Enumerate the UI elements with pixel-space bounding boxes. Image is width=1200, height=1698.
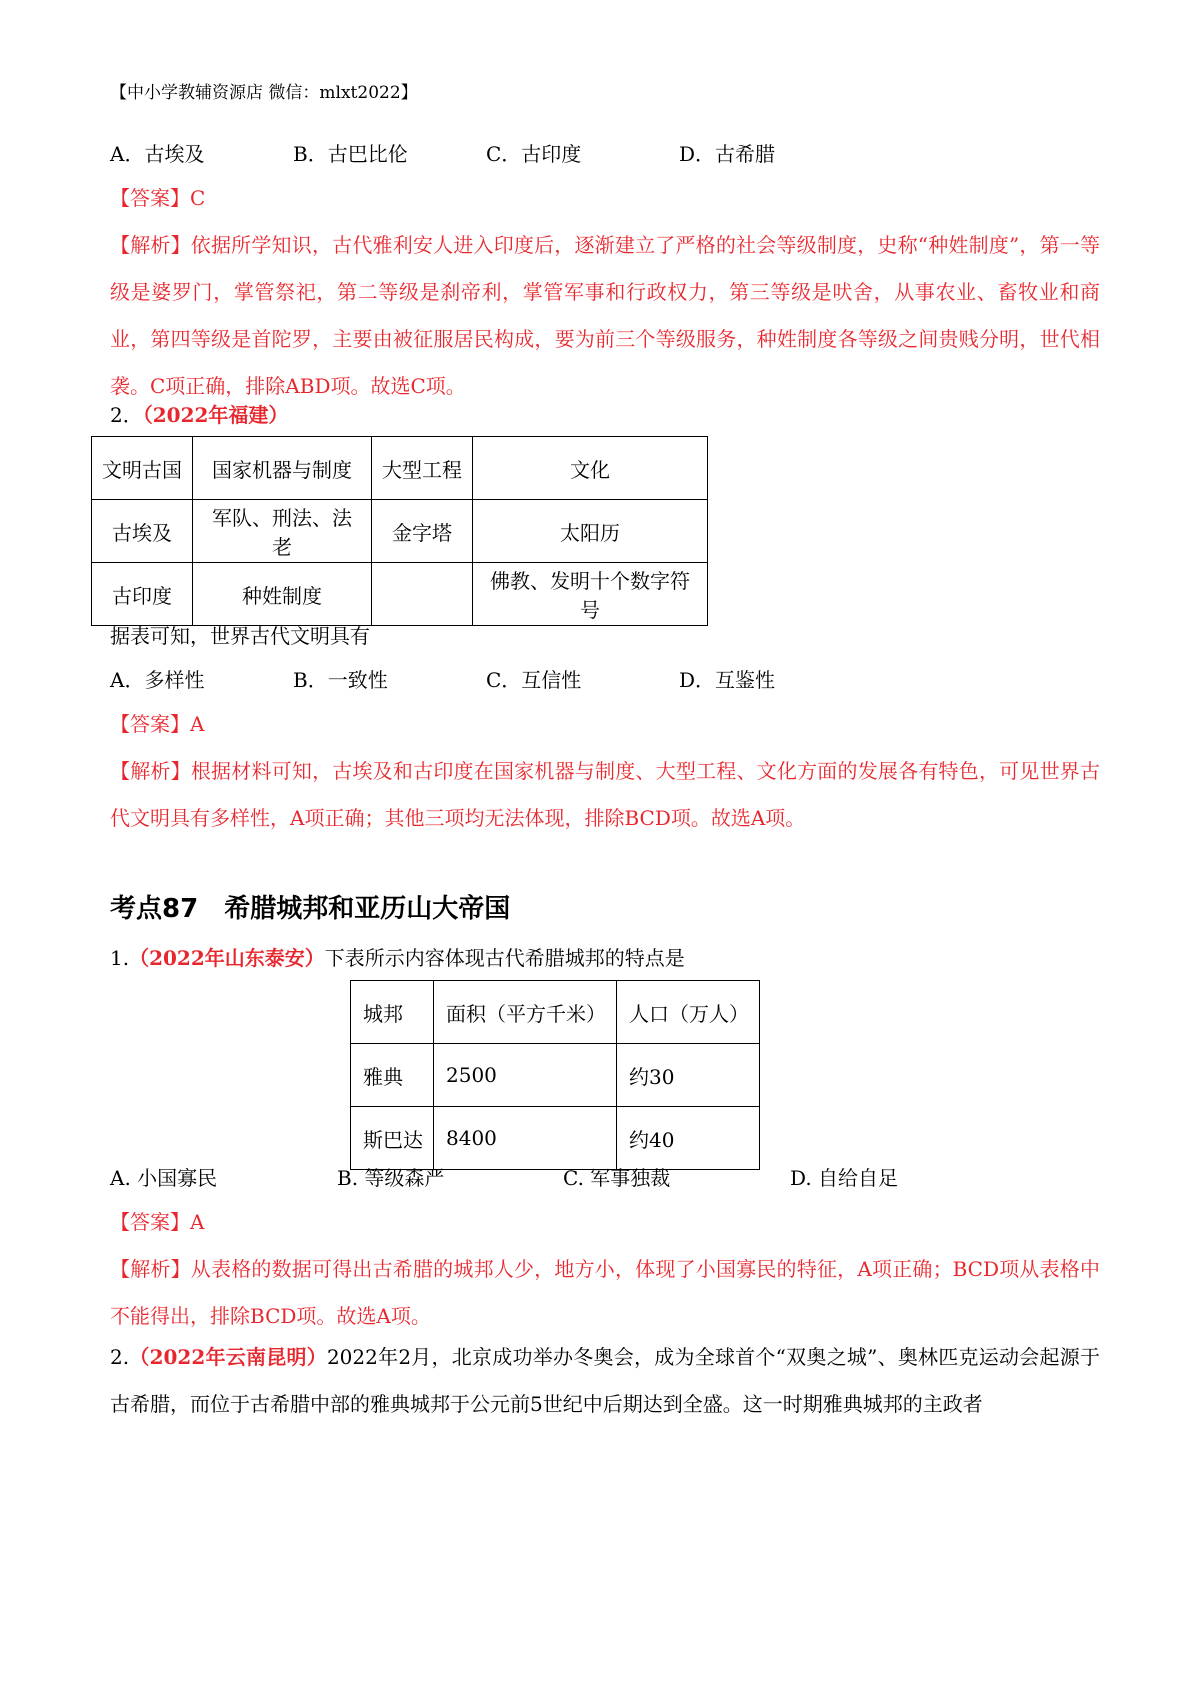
q2-answer: 【答案】A [110, 712, 205, 736]
option-d: D．古希腊 [679, 142, 776, 166]
option-d: D. 自给自足 [790, 1166, 899, 1190]
q2-analysis: 【解析】根据材料可知，古埃及和古印度在国家机器与制度、大型工程、文化方面的发展各有特色，可见世界古代文明具有多样性，A项正确；其他三项均无法体现，排除BCD项。故选A项。 [110, 759, 1101, 830]
s1-analysis: 【解析】从表格的数据可得出古希腊的城邦人少，地方小，体现了小国寡民的特征，A项正确；BCD项从表格中不能得出，排除BCD项。故选A项。 [110, 1257, 1100, 1328]
prev-answer: 【答案】C [110, 186, 206, 210]
option-a: A．多样性 [110, 668, 205, 692]
table-cell: 古埃及 [92, 500, 193, 563]
table-header: 文明古国 [92, 437, 193, 500]
table-cell: 2500 [434, 1044, 617, 1107]
table-cell: 种姓制度 [193, 563, 372, 626]
option-b: B. 等级森严 [337, 1166, 445, 1190]
table-cell: 约40 [617, 1107, 760, 1170]
table-cell: 佛教、发明十个数字符号 [473, 563, 708, 626]
table-header: 人口（万人） [617, 981, 760, 1044]
option-c: C．古印度 [486, 142, 582, 166]
option-b: B．古巴比伦 [293, 142, 408, 166]
table-cell: 军队、刑法、法老 [193, 500, 372, 563]
option-d: D．互鉴性 [679, 668, 776, 692]
option-b: B．一致性 [293, 668, 388, 692]
table-cell: 金字塔 [372, 500, 473, 563]
option-c: C．互信性 [486, 668, 582, 692]
table-cell: 约30 [617, 1044, 760, 1107]
table-row [92, 500, 708, 563]
table-cell: 斯巴达 [351, 1107, 434, 1170]
table-cell: 古印度 [92, 563, 193, 626]
table-header: 文化 [473, 437, 708, 500]
table-cell: 8400 [434, 1107, 617, 1170]
table-row [351, 1044, 760, 1107]
prev-analysis: 【解析】依据所学知识，古代雅利安人进入印度后，逐渐建立了严格的社会等级制度，史称“种姓制度”，第一等级是婆罗门，掌管祭祀，第二等级是刹帝利，掌管军事和行政权力，第三等级是吠舍，从事农业、畜牧业和商业，第四等级是首陀罗，主要由被征服居民构成，要为前三个等级服务，种姓制度各等级之间贵贱分明，世代相袭。C项正确，排除ABD项。故选C项。 [110, 233, 1100, 398]
option-a: A. 小国寡民 [110, 1166, 218, 1190]
s1-answer: 【答案】A [110, 1210, 205, 1234]
option-a: A．古埃及 [110, 142, 205, 166]
table-cell: 雅典 [351, 1044, 434, 1107]
table-header: 国家机器与制度 [193, 437, 372, 500]
s2-question: 2.（2022年云南昆明）2022年2月，北京成功举办冬奥会，成为全球首个“双奥之城”、奥林匹克运动会起源于古希腊，而位于古希腊中部的雅典城邦于公元前5世纪中后期达到全盛。这一时期雅典城邦的主政者 [110, 1345, 1100, 1416]
prev-options [110, 139, 1110, 169]
table-cell: 太阳历 [473, 500, 708, 563]
s1-table [350, 980, 760, 1170]
table-header: 大型工程 [372, 437, 473, 500]
section-heading: 考点87 希腊城邦和亚历山大帝国 [110, 894, 511, 924]
page-header: 【中小学教辅资源店 微信：mlxt2022】 [110, 83, 418, 103]
q2-table [91, 436, 708, 626]
option-c: C. 军事独裁 [563, 1166, 671, 1190]
s1-options [110, 1163, 1110, 1193]
table-row [92, 563, 708, 626]
table-row [351, 1107, 760, 1170]
table-header: 城邦 [351, 981, 434, 1044]
q2-options [110, 665, 1110, 695]
q2-title: 2．（2022年福建） [110, 403, 289, 427]
q2-stem: 据表可知，世界古代文明具有 [110, 624, 370, 648]
table-cell [372, 563, 473, 626]
table-header: 面积（平方千米） [434, 981, 617, 1044]
s1-title: 1.（2022年山东泰安）下表所示内容体现古代希腊城邦的特点是 [110, 946, 685, 970]
